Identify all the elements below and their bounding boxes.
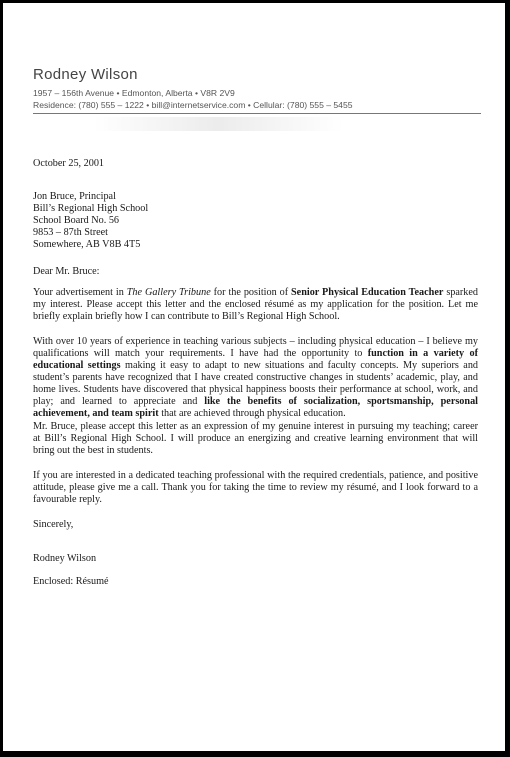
recipient-line: School Board No. 56 xyxy=(33,215,120,226)
scan-smudge xyxy=(93,117,343,131)
sender-name: Rodney Wilson xyxy=(33,66,138,83)
recipient-address xyxy=(33,191,478,251)
highlight-text: like the benefits of socialization, sportsmanship, personal achievement, and team spirit xyxy=(33,396,478,419)
paragraph-4: If you are interested in a dedicated teaching professional with the required credentials, patience, and positive attitude, please give me a call. Thank you for taking the time to review my résumé, and I look forward to a favourable reply. xyxy=(33,470,478,505)
sender-contact: Residence: (780) 555 – 1222 • bill@internetservice.com • Cellular: (780) 555 – 5455 xyxy=(33,100,353,110)
enclosure-note: Enclosed: Résumé xyxy=(33,576,109,587)
paragraph-3: Mr. Bruce, please accept this letter as an expression of my genuine interest in pursuing my teaching; career at Bill’s Regional High School. I will produce an energizing and creative learning environment that will bring out the best in students. xyxy=(33,421,478,456)
text-run: Your advertisement in xyxy=(33,287,127,298)
signer-name: Rodney Wilson xyxy=(33,553,97,564)
recipient-line: 9853 – 87th Street xyxy=(33,227,108,238)
text-run: sparked my interest. Please accept this letter and the enclosed résumé as my application for the position. Let me briefly explain briefly how I can contribute to Bill’s Regional High School. xyxy=(33,287,478,322)
recipient-line: Somewhere, AB V8B 4T5 xyxy=(33,239,141,250)
letter-date: October 25, 2001 xyxy=(33,158,105,169)
paragraph-2 xyxy=(33,336,478,420)
paragraph-1 xyxy=(33,287,478,323)
text-run: With over 10 years of experience in teaching various subjects – including physical education – I believe my qualifications will match your requirements. I have had the opportunity to xyxy=(33,336,478,359)
text-run: making it easy to adapt to new situations and faculty concepts. My superiors and student’s parents have recognized that I have created constructive changes in students’ academic, play, and home lives. Students have discovered that physical happiness boosts their performance at school, work, and play; and learned to appreciate and xyxy=(33,360,479,407)
letter-paper xyxy=(3,3,505,751)
recipient-line: Jon Bruce, Principal xyxy=(33,191,116,202)
recipient-line: Bill’s Regional High School xyxy=(33,203,149,214)
salutation: Dear Mr. Bruce: xyxy=(33,266,100,277)
position-title: Senior Physical Education Teacher xyxy=(291,287,444,298)
letterhead-divider xyxy=(33,113,481,114)
text-run: for the position of xyxy=(210,287,292,298)
closing: Sincerely, xyxy=(33,519,74,530)
highlight-text: function in a variety of educational settings xyxy=(33,348,478,371)
text-run: that are achieved through physical education. xyxy=(158,408,346,419)
sender-address: 1957 – 156th Avenue • Edmonton, Alberta • V8R 2V9 xyxy=(33,88,235,98)
publication-title: The Gallery Tribune xyxy=(126,287,211,298)
